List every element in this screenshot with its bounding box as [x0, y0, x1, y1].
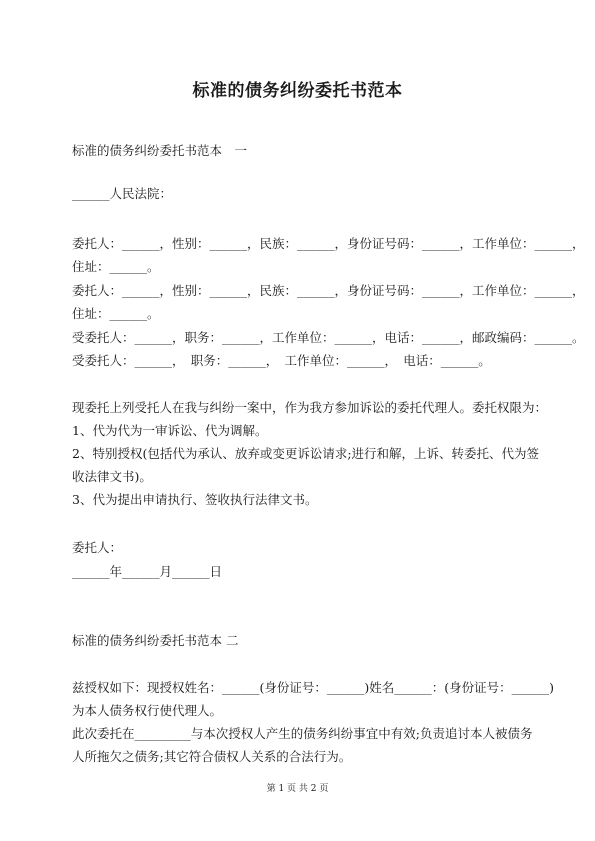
signature-label: 委托人：	[72, 540, 123, 555]
court-line: ______人民法院：	[72, 186, 173, 201]
authorization-intro: 现委托上列受托人在我与纠纷一案中，作为我方参加诉讼的委托代理人。委托权限为：	[72, 400, 548, 415]
page-footer: 第 1 页 共 2 页	[266, 784, 329, 794]
item-2-line1: 2、特别授权(包括代为承认、放弃或变更诉讼请求;进行和解，上诉、转委托、代为签	[72, 446, 540, 461]
agent-2-line: 受委托人：______， 职务：______， 工作单位：______， 电话：______。	[72, 353, 491, 368]
item-1: 1、代为代为一审诉讼、代为调解。	[72, 423, 268, 438]
principal-2-line1: 委托人：______，性别：______，民族：______，身份证号码：______，工作单位：______，	[72, 283, 585, 298]
item-2-line2: 收法律文书)。	[72, 469, 152, 484]
agent-1-line: 受委托人：______，职务：______，工作单位：______，电话：______，邮政编码：______。	[72, 330, 585, 345]
item-3: 3、代为提出申请执行、签收执行法律文书。	[72, 492, 318, 507]
section2-line2: 为本人债务权行使代理人。	[72, 703, 223, 718]
principal-1-line1: 委托人：______，性别：______，民族：______，身份证号码：______，工作单位：______，	[72, 236, 585, 251]
section2-line3: 此次委托在_________与本次授权人产生的债务纠纷事宜中有效;负责追讨本人被债务	[72, 726, 533, 741]
document-title: 标准的债务纠纷委托书范本	[192, 81, 403, 101]
principal-2-line2: 住址：______。	[72, 306, 160, 321]
section2-line4: 人所拖欠之债务;其它符合债权人关系的合法行为。	[72, 749, 352, 764]
date-line: ______年______月______日	[72, 564, 223, 579]
section2-heading: 标准的债务纠纷委托书范本 二	[72, 633, 239, 648]
section1-heading: 标准的债务纠纷委托书范本 一	[72, 143, 248, 158]
principal-1-line2: 住址：______。	[72, 259, 160, 274]
section2-line1: 兹授权如下：现授权姓名：______(身份证号：______)姓名______：(身份证号：______)	[72, 680, 555, 695]
